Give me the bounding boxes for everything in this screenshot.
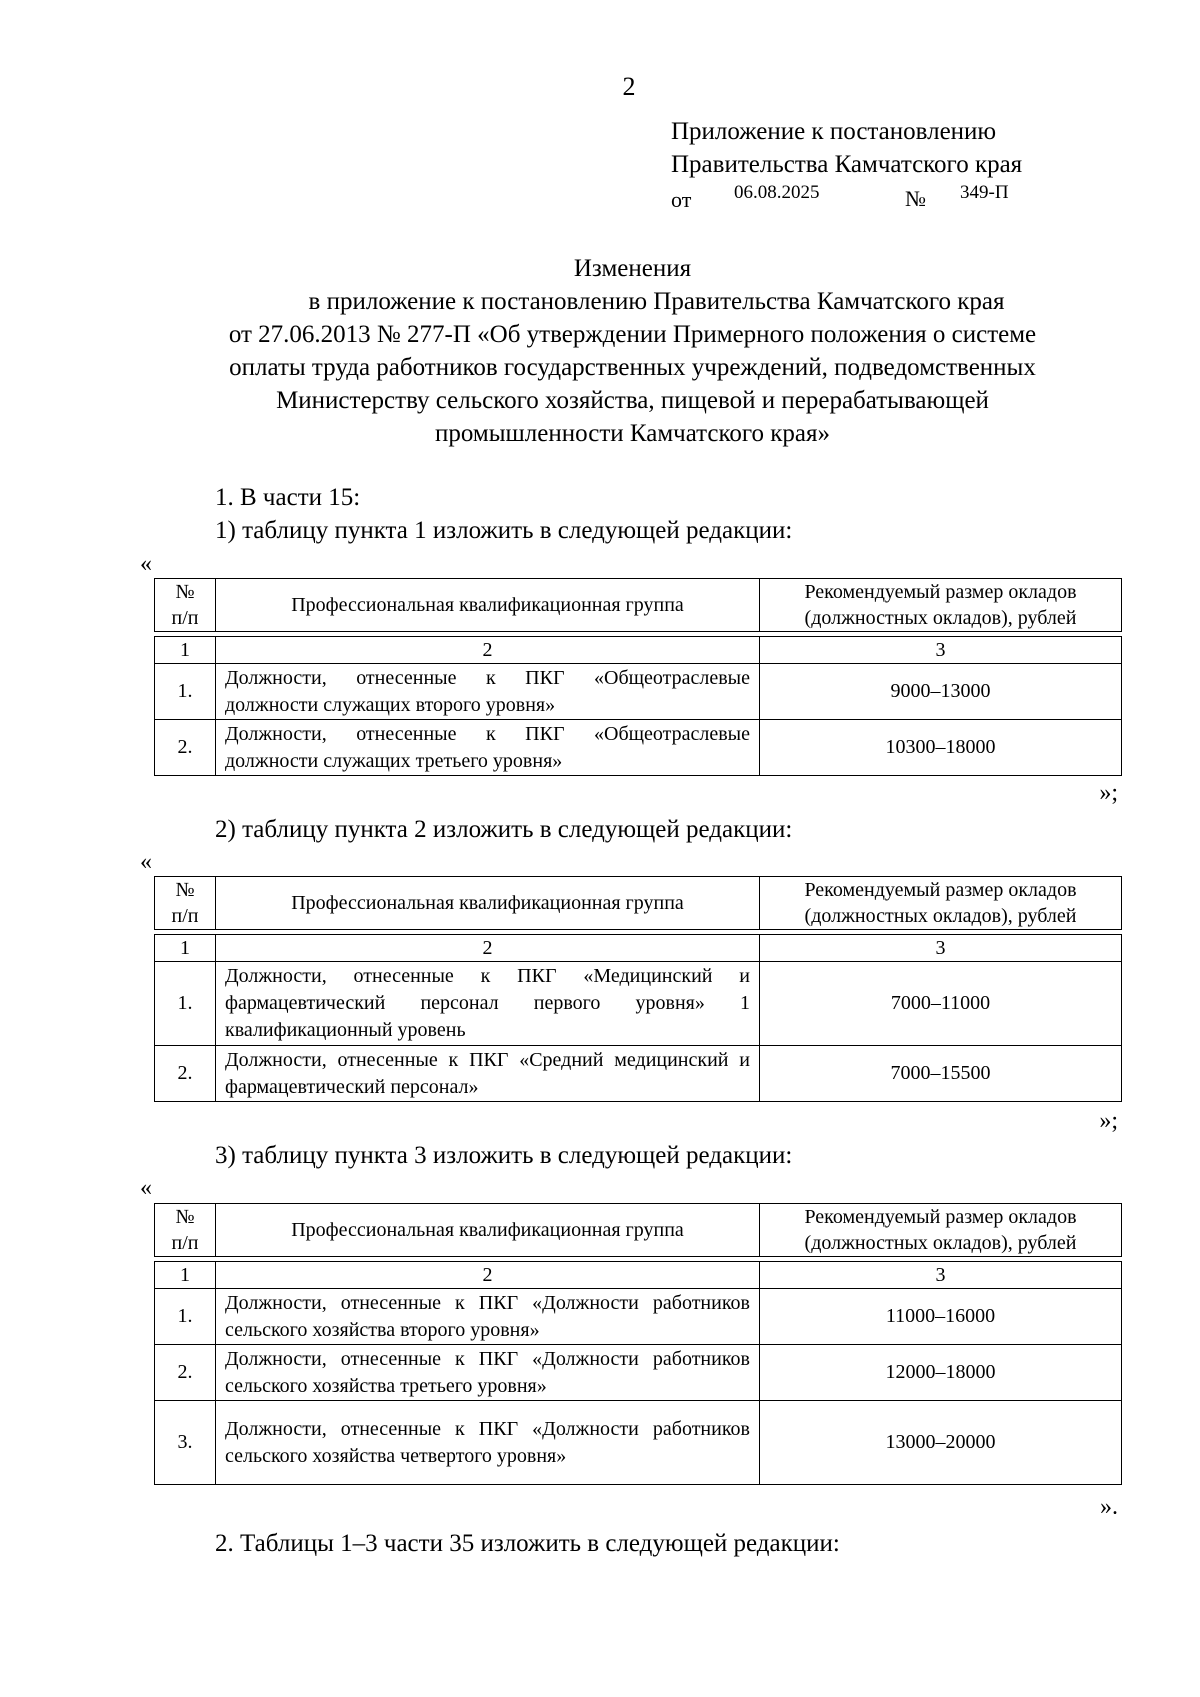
- title-line-3: от 27.06.2013 № 277-П «Об утверждении Примерного положения о системе: [228, 321, 1037, 348]
- header-group-cell: Профессиональная квалификационная группа: [216, 1204, 760, 1257]
- row-number: 1.: [155, 962, 216, 1046]
- column-number-row: [155, 1262, 1122, 1289]
- row-number: 1.: [155, 1289, 216, 1345]
- column-number-2: 2: [216, 637, 760, 664]
- close-quote-1: »;: [1099, 780, 1118, 806]
- column-number-3: 3: [760, 637, 1122, 664]
- header-group-cell: Профессиональная квалификационная группа: [216, 579, 760, 632]
- table-header-row: [155, 579, 1122, 632]
- table-header-row: [155, 1204, 1122, 1257]
- row-group: Должности, отнесенные к ПКГ «Должности работников сельского хозяйства второго уровня»: [216, 1289, 760, 1345]
- section-2-heading: 2. Таблицы 1–3 части 35 изложить в следующей редакции:: [215, 1530, 840, 1557]
- table-row: [155, 1345, 1122, 1401]
- header-number-sign: №: [175, 879, 195, 901]
- row-salary: 11000–16000: [760, 1289, 1122, 1345]
- header-number-sign: №: [175, 581, 195, 603]
- header-number-cell: [155, 877, 216, 930]
- open-quote-2: «: [140, 849, 152, 875]
- row-group: Должности, отнесенные к ПКГ «Медицинский и фармацевтический персонал первого уровня» 1 квалификационный уровень: [216, 962, 760, 1046]
- table-row: [155, 1046, 1122, 1102]
- column-number-2: 2: [216, 1262, 760, 1289]
- item-3-text: 3) таблицу пункта 3 изложить в следующей редакции:: [215, 1142, 793, 1169]
- row-group: Должности, отнесенные к ПКГ «Должности работников сельского хозяйства третьего уровня»: [216, 1345, 760, 1401]
- header-salary-cell: [760, 877, 1122, 930]
- item-2-text: 2) таблицу пункта 2 изложить в следующей редакции:: [215, 816, 793, 843]
- column-number-1: 1: [155, 935, 216, 962]
- appendix-line-2: Правительства Камчатского края: [671, 151, 1023, 178]
- table-header-row: [155, 877, 1122, 930]
- header-number-cell: [155, 1204, 216, 1257]
- open-quote-3: «: [140, 1175, 152, 1201]
- header-number-sign: №: [175, 1206, 195, 1228]
- salary-table-1: [154, 578, 1122, 776]
- title-line-6: промышленности Камчатского края»: [435, 420, 830, 447]
- title-line-2: в приложение к постановлению Правительства Камчатского края: [308, 288, 1005, 315]
- table-row: [155, 962, 1122, 1046]
- row-number: 3.: [155, 1401, 216, 1485]
- row-number: 2.: [155, 1046, 216, 1102]
- row-salary: 12000–18000: [760, 1345, 1122, 1401]
- header-number-abbr: п/п: [171, 607, 199, 629]
- row-group: Должности, отнесенные к ПКГ «Должности работников сельского хозяйства четвертого уровня»: [216, 1401, 760, 1485]
- column-number-1: 1: [155, 637, 216, 664]
- header-number-cell: [155, 579, 216, 632]
- row-salary: 7000–15500: [760, 1046, 1122, 1102]
- table-row: [155, 1289, 1122, 1345]
- table-row: [155, 720, 1122, 776]
- page-number: 2: [622, 72, 636, 101]
- resolution-date: 06.08.2025: [734, 182, 820, 203]
- row-group: Должности, отнесенные к ПКГ «Общеотраслевые должности служащих второго уровня»: [216, 664, 760, 720]
- header-salary-cell: [760, 579, 1122, 632]
- row-group: Должности, отнесенные к ПКГ «Общеотраслевые должности служащих третьего уровня»: [216, 720, 760, 776]
- resolution-number: 349-П: [960, 182, 1009, 203]
- number-label: №: [905, 186, 926, 211]
- row-number: 1.: [155, 664, 216, 720]
- section-1-heading: 1. В части 15:: [215, 484, 361, 511]
- title-line-1: Изменения: [573, 255, 692, 282]
- column-number-row: [155, 637, 1122, 664]
- column-number-row: [155, 935, 1122, 962]
- column-number-2: 2: [216, 935, 760, 962]
- header-group-cell: Профессиональная квалификационная группа: [216, 877, 760, 930]
- header-number-abbr: п/п: [171, 1232, 199, 1254]
- close-quote-3: ».: [1100, 1494, 1118, 1520]
- column-number-3: 3: [760, 1262, 1122, 1289]
- header-salary-line-1: Рекомендуемый размер окладов: [804, 879, 1077, 901]
- appendix-line-1: Приложение к постановлению: [671, 118, 997, 145]
- close-quote-2: »;: [1099, 1108, 1118, 1134]
- salary-table-2: [154, 876, 1122, 1102]
- header-salary-line-1: Рекомендуемый размер окладов: [804, 581, 1077, 603]
- date-label: от: [671, 187, 692, 212]
- header-salary-line-1: Рекомендуемый размер окладов: [804, 1206, 1077, 1228]
- row-salary: 9000–13000: [760, 664, 1122, 720]
- salary-table-3: [154, 1203, 1122, 1485]
- document-title: [170, 252, 1095, 450]
- item-1-text: 1) таблицу пункта 1 изложить в следующей редакции:: [215, 517, 793, 544]
- table-row: [155, 1401, 1122, 1485]
- row-salary: 13000–20000: [760, 1401, 1122, 1485]
- appendix-header: [671, 115, 1022, 181]
- row-salary: 7000–11000: [760, 962, 1122, 1046]
- row-salary: 10300–18000: [760, 720, 1122, 776]
- header-number-abbr: п/п: [171, 905, 199, 927]
- header-salary-line-2: (должностных окладов), рублей: [804, 607, 1077, 629]
- column-number-3: 3: [760, 935, 1122, 962]
- header-salary-line-2: (должностных окладов), рублей: [804, 905, 1077, 927]
- row-number: 2.: [155, 720, 216, 776]
- title-line-4: оплаты труда работников государственных учреждений, подведомственных: [229, 354, 1036, 381]
- column-number-1: 1: [155, 1262, 216, 1289]
- row-number: 2.: [155, 1345, 216, 1401]
- row-group: Должности, отнесенные к ПКГ «Средний медицинский и фармацевтический персонал»: [216, 1046, 760, 1102]
- open-quote-1: «: [140, 551, 152, 577]
- title-line-5: Министерству сельского хозяйства, пищевой и перерабатывающей: [276, 387, 989, 414]
- table-row: [155, 664, 1122, 720]
- header-salary-cell: [760, 1204, 1122, 1257]
- header-salary-line-2: (должностных окладов), рублей: [804, 1232, 1077, 1254]
